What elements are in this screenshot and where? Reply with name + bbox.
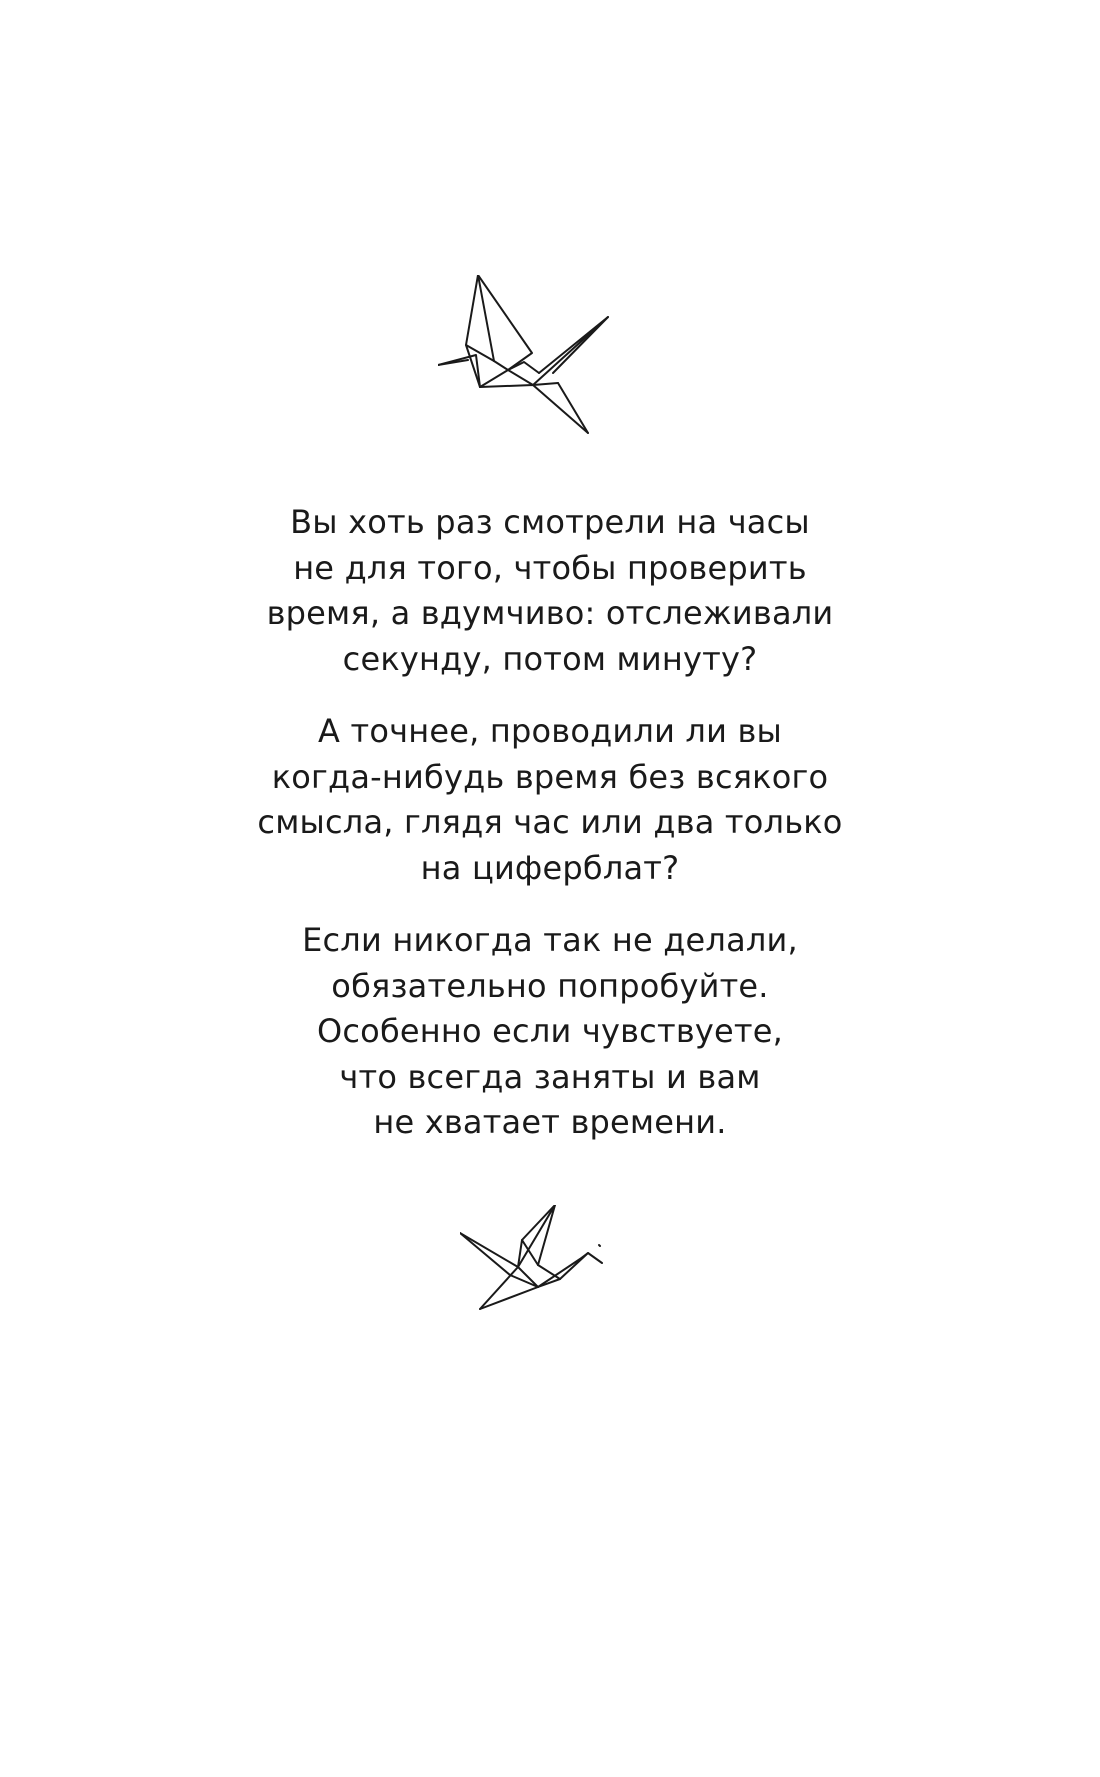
text-line: Особенно если чувствуете, [317, 1012, 783, 1050]
text-line: на циферблат? [420, 848, 680, 887]
text-line: когда-нибудь время без всякого [271, 757, 829, 796]
text-line: Вы хоть раз смотрели на часы [290, 503, 810, 541]
text-line: секунду, потом минуту? [342, 639, 758, 678]
text-line: что всегда заняты и вам [339, 1057, 761, 1096]
paragraph-2 [150, 709, 950, 891]
origami-crane-icon [460, 1205, 610, 1310]
text-line: А точнее, проводили ли вы [318, 712, 782, 750]
text-line: время, а вдумчиво: отслеживали [266, 594, 834, 632]
text-line: смысла, глядя час или два только [257, 803, 843, 841]
text-line: Если никогда так не делали, [302, 921, 798, 959]
body-text [150, 500, 950, 1173]
text-line: не для того, чтобы проверить [293, 548, 807, 587]
paragraph-1 [150, 500, 950, 682]
paragraph-3 [150, 918, 950, 1146]
text-line: обязательно попробуйте. [331, 966, 769, 1005]
text-line: не хватает времени. [373, 1103, 727, 1141]
origami-crane-icon [438, 275, 618, 435]
